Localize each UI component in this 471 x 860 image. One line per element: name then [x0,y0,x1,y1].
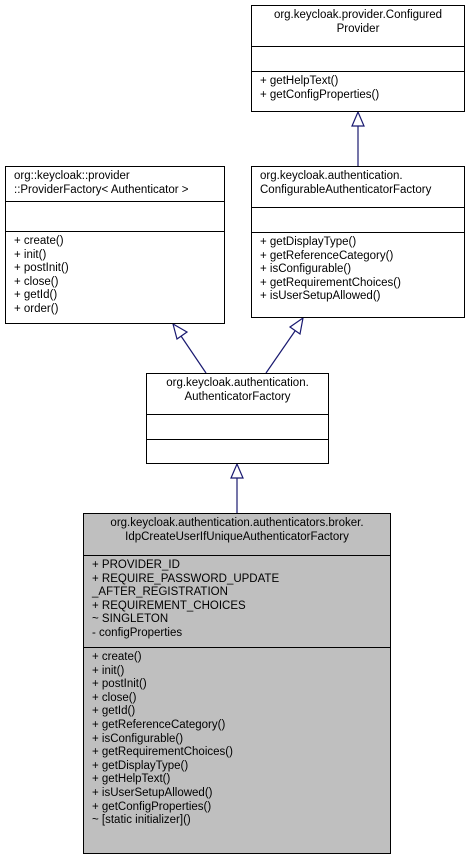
method: + postInit() [14,262,69,275]
attribute: ~ SINGLETON [92,613,169,626]
method: + create() [92,651,142,663]
class-title: org::keycloak::provider ::ProviderFactory< Authenticator > [14,170,189,196]
class-title: org.keycloak.authentication. AuthenticatorFactory [166,377,309,403]
arrow-authfactory-to-providerfactory [181,336,206,373]
attributes-section [6,201,224,231]
attribute: + REQUIREMENT_CHOICES [92,599,246,612]
attributes-section [252,46,464,71]
method: + create() [14,235,64,247]
methods-section [84,647,390,830]
method: + getConfigProperties() [260,88,380,101]
method: + getRequirementChoices() [260,276,401,289]
method: + getHelpText() [92,773,171,786]
class-configurable-authenticator-factory[interactable] [251,166,465,318]
method: + getDisplayType() [260,236,357,248]
method: + getId() [92,705,136,718]
arrowhead-provider-factory [173,324,187,339]
method: + close() [92,691,137,704]
method: + init() [92,664,125,677]
method: + getId() [14,289,58,302]
class-idp-create-user-if-unique-authenticator-factory[interactable] [83,513,391,854]
attribute: - configProperties [92,626,183,639]
method: + isConfigurable() [260,263,352,276]
method: + isUserSetupAllowed() [92,786,213,799]
methods-section [147,439,328,463]
method: + getReferenceCategory() [260,249,394,262]
arrow-authfactory-to-configurable [266,331,295,373]
arrowhead-configured-provider [352,112,364,126]
class-title: org.keycloak.authentication.authenticators.broker. IdpCreateUserIfUniqueAuthenticatorFactory [110,517,364,543]
method: + getHelpText() [260,75,339,87]
method: + getRequirementChoices() [92,746,233,759]
class-authenticator-factory[interactable] [146,373,329,464]
attributes-section [84,555,390,647]
method: + getConfigProperties() [92,800,212,813]
method: + postInit() [92,678,147,691]
methods-section [252,232,464,306]
method: + getReferenceCategory() [92,718,226,731]
class-title: org.keycloak.provider.Configured Provider [273,9,443,35]
arrowhead-configurable-factory [290,318,303,334]
method: + isConfigurable() [92,732,184,745]
attribute: + REQUIRE_PASSWORD_UPDATE [92,572,280,585]
method: + isUserSetupAllowed() [260,290,381,303]
attribute: _AFTER_REGISTRATION [92,586,228,599]
method: + order() [14,302,59,315]
class-provider-factory[interactable] [5,166,225,324]
class-configured-provider[interactable] [251,5,465,112]
class-title: org.keycloak.authentication. ConfigurableAuthenticatorFactory [260,170,432,196]
arrowhead-authenticator-factory [231,464,243,478]
method: + init() [14,248,47,261]
attribute: + PROVIDER_ID [92,559,180,571]
attributes-section [147,414,328,439]
methods-section [6,231,224,319]
attributes-section [252,207,464,232]
methods-section [252,71,464,104]
method: + getDisplayType() [92,759,189,772]
method: ~ [static initializer]() [92,814,191,827]
method: + close() [14,275,59,288]
